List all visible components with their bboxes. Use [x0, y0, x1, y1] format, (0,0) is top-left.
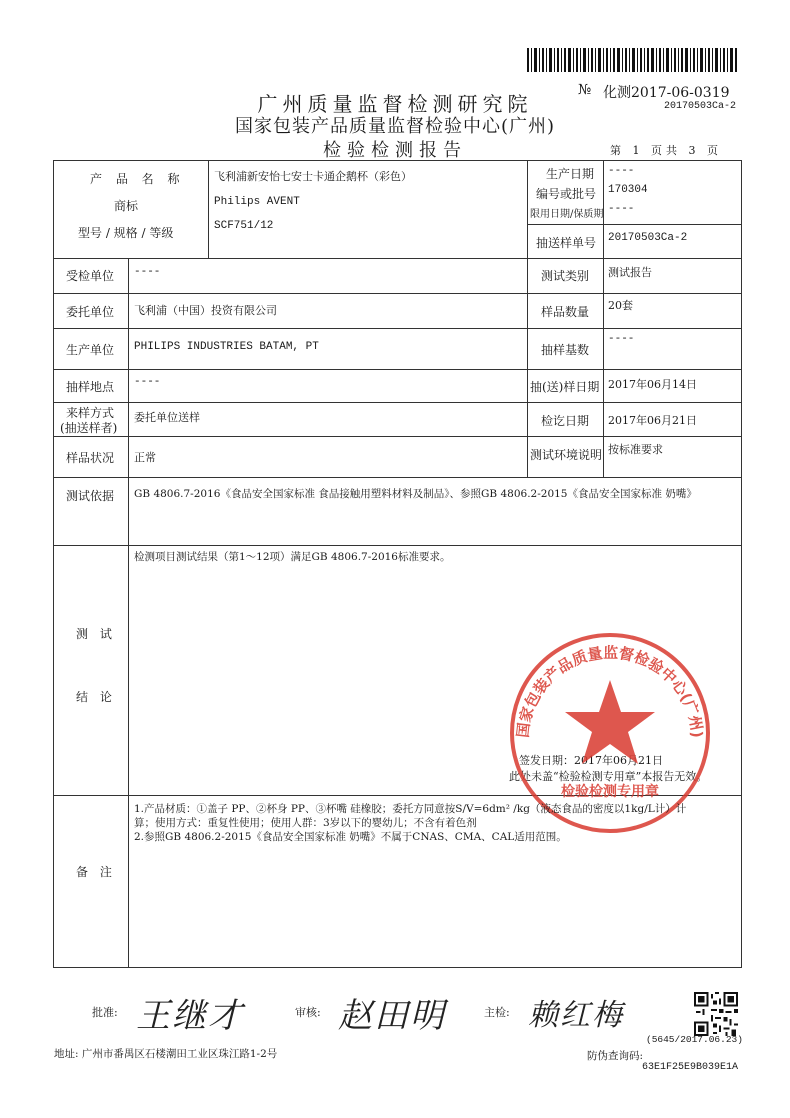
anti-fake-label: 防伪查询码: [587, 1050, 644, 1062]
review-label: 审核: [295, 1006, 321, 1019]
producer: PHILIPS INDUSTRIES BATAM, PT [134, 341, 319, 353]
brand: Philips AVENT [214, 196, 300, 208]
quantity: 20套 [608, 299, 633, 312]
conclusion-label-1: 测 试 [76, 627, 116, 641]
test-basis-label: 测试依据 [66, 489, 115, 503]
sampling-base: ---- [608, 333, 635, 345]
remark-line-3: 2.参照GB 4806.2-2015《食品安全国家标准 奶嘴》不属于CNAS、CMA、CAL适用范围。 [134, 831, 567, 843]
sampler-label: (抽送样者) [60, 421, 118, 435]
product-name-label: 产 品 名 称 [90, 172, 185, 186]
remark-line-2: 算；使用方式：重复性使用；使用人群：3岁以下的婴幼儿；不含有着色剂 [134, 817, 477, 829]
model-label: 型号 / 规格 / 等级 [78, 226, 174, 240]
seal-bottom-text: 检验检测专用章 [561, 784, 659, 800]
sample-date-label: 抽(送)样日期 [530, 380, 600, 394]
conclusion-label-2: 结 论 [76, 690, 116, 704]
center-name: 国家包装产品质量监督检验中心(广州) [234, 116, 556, 137]
sampling-location-label: 抽样地点 [66, 380, 115, 394]
anti-fake-code: 63E1F25E9B039E1A [642, 1062, 739, 1073]
sampling-location: ---- [134, 376, 161, 388]
address: 地址: 广州市番禺区石楼潮田工业区珠江路1-2号 [54, 1048, 278, 1060]
quantity-label: 样品数量 [541, 305, 590, 319]
tester-signature: 赖红梅 [528, 998, 624, 1033]
product-name: 飞利浦新安怡七安士卡通企鹅杯（彩色） [214, 170, 412, 183]
shelf-life: ---- [608, 203, 635, 215]
sample-no-label: 抽送样单号 [536, 236, 597, 250]
approve-label: 批准: [92, 1006, 118, 1019]
stamp-notice: 此处未盖“检验检测专用章”本报告无效。 [509, 770, 708, 783]
report-sub-no: 20170503Ca-2 [664, 101, 737, 112]
producer-label: 生产单位 [66, 343, 115, 357]
sample-date: 2017年06月14日 [608, 378, 697, 391]
sample-condition-label: 样品状况 [66, 451, 115, 465]
remark-line-1: 1.产品材质：①盖子 PP、②杯身 PP、③杯嘴 硅橡胶；委托方同意按S/V=6dm² /kg（液态食品的密度以1kg/L计）计 [134, 803, 687, 815]
remarks-label: 备 注 [76, 865, 116, 879]
issue-date: 签发日期：2017年06月21日 [519, 754, 663, 767]
batch-no: 170304 [608, 184, 648, 196]
client: 飞利浦（中国）投资有限公司 [134, 304, 277, 317]
institute-name: 广州质量监督检测研究院 [257, 92, 533, 116]
sample-condition: 正常 [134, 451, 156, 464]
sampling-method-label: 来样方式 [66, 406, 115, 420]
test-type: 测试报告 [608, 266, 652, 279]
tester-label: 主检: [484, 1006, 510, 1019]
client-label: 委托单位 [66, 305, 115, 319]
page-info: 第 1 页共 3 页 [610, 144, 722, 157]
report-no-label: № [578, 82, 592, 98]
shelf-life-label: 限用日期/保质期 [530, 209, 604, 220]
sample-no: 20170503Ca-2 [608, 232, 688, 244]
seal-text: 国家包装产品质量监督检验中心(广州) [513, 643, 707, 739]
prod-date: ---- [608, 165, 635, 177]
approve-signature: 王继才 [136, 996, 244, 1036]
environment-label: 测试环境说明 [530, 448, 603, 462]
model: SCF751/12 [214, 220, 274, 232]
inspected-unit-label: 受检单位 [66, 269, 115, 283]
finish-date-label: 检讫日期 [541, 414, 590, 428]
brand-label: 商标 [114, 199, 139, 213]
test-basis: GB 4806.7-2016《食品安全国家标准 食品接触用塑料材料及制品》、参照GB 4806.2-2015《食品安全国家标准 奶嘴》 [134, 488, 697, 500]
environment: 按标准要求 [608, 443, 663, 456]
inspected-unit: ---- [134, 266, 161, 278]
conclusion-text: 检测项目测试结果（第1～12项）满足GB 4806.7-2016标准要求。 [134, 551, 451, 563]
sampling-base-label: 抽样基数 [541, 343, 590, 357]
barcode-icon [527, 48, 737, 72]
star-icon [565, 680, 655, 764]
sampling-method: 委托单位送样 [134, 411, 200, 424]
finish-date: 2017年06月21日 [608, 414, 697, 427]
prod-date-label: 生产日期 [546, 167, 595, 181]
batch-label: 编号或批号 [536, 187, 597, 201]
form-code: (5645/2017.06.23) [646, 1034, 743, 1045]
test-type-label: 测试类别 [541, 269, 590, 283]
qr-code-icon [694, 992, 738, 1036]
review-signature: 赵田明 [338, 996, 446, 1036]
report-no: 化测2017-06-0319 [603, 85, 730, 101]
report-title: 检验检测报告 [323, 140, 467, 161]
